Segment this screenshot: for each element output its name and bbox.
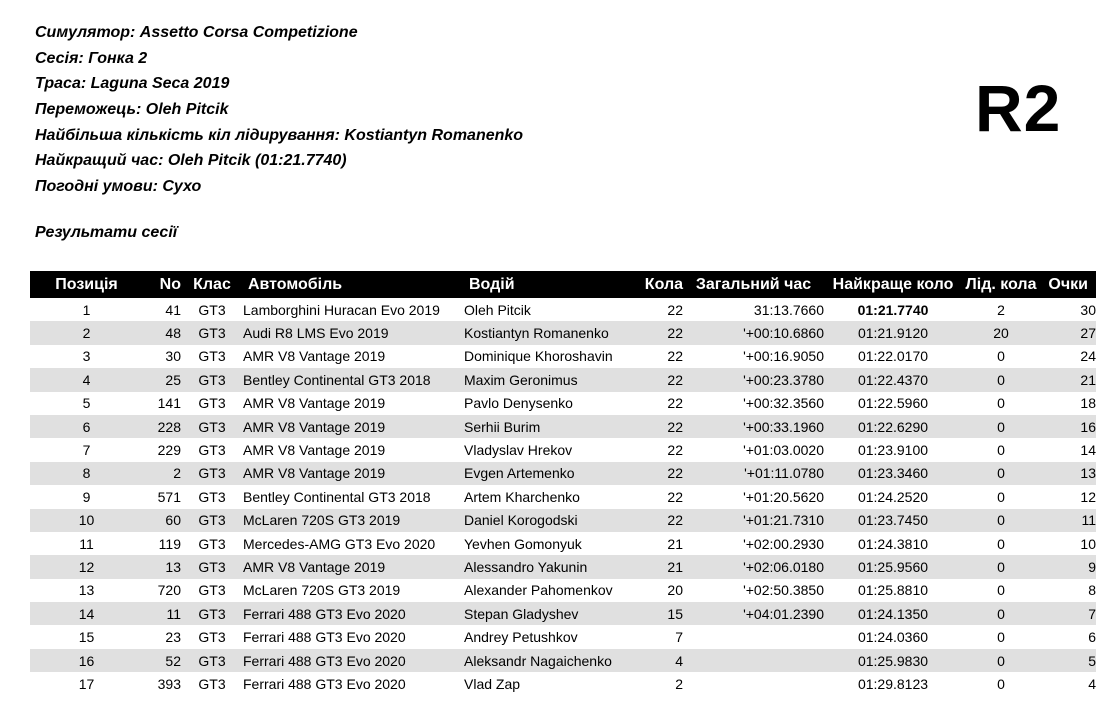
table-row — [30, 532, 1096, 555]
cell-car: McLaren 720S GT3 2019 — [243, 582, 401, 599]
cell-number: 48 — [165, 325, 181, 342]
cell-number: 720 — [157, 582, 181, 599]
cell-car: AMR V8 Vantage 2019 — [243, 442, 386, 459]
header-number: No — [159, 275, 181, 293]
table-row — [30, 579, 1096, 602]
cell-best-lap: 01:22.5960 — [857, 395, 929, 412]
cell-points: 4 — [1088, 675, 1096, 692]
cell-lead-laps: 0 — [997, 465, 1005, 482]
cell-points: 10 — [1080, 535, 1096, 552]
cell-total-time: '+00:16.9050 — [743, 348, 824, 365]
header-laps: Кола — [644, 275, 683, 293]
cell-driver: Vlad Zap — [464, 675, 521, 692]
header-lead-laps: Лід. кола — [965, 275, 1037, 293]
cell-car: Ferrari 488 GT3 Evo 2020 — [243, 675, 406, 692]
cell-laps: 22 — [667, 512, 683, 529]
cell-driver: Serhii Burim — [464, 418, 541, 435]
table-row — [30, 415, 1096, 438]
cell-laps: 22 — [667, 348, 683, 365]
cell-position: 17 — [78, 675, 95, 692]
header-total-time: Загальний час — [695, 275, 812, 293]
cell-car: McLaren 720S GT3 2019 — [243, 512, 401, 529]
cell-number: 52 — [165, 652, 181, 669]
cell-car: AMR V8 Vantage 2019 — [243, 395, 386, 412]
cell-lead-laps: 0 — [997, 675, 1005, 692]
cell-class: GT3 — [198, 488, 226, 505]
cell-points: 9 — [1088, 558, 1096, 575]
cell-position: 8 — [82, 465, 91, 482]
table-row — [30, 298, 1096, 321]
cell-laps: 22 — [667, 418, 683, 435]
info-weather: Погодні умови: Сухо — [35, 178, 202, 196]
results-table — [30, 271, 1096, 696]
cell-points: 12 — [1080, 488, 1096, 505]
cell-class: GT3 — [198, 371, 226, 388]
header-points: Очки — [1048, 275, 1088, 293]
table-row — [30, 392, 1096, 415]
cell-position: 6 — [82, 418, 91, 435]
cell-total-time: '+01:03.0020 — [743, 442, 824, 459]
cell-total-time: '+01:11.0780 — [744, 465, 824, 482]
info-track: Траса: Laguna Seca 2019 — [35, 75, 230, 93]
cell-car: AMR V8 Vantage 2019 — [243, 418, 386, 435]
cell-number: 393 — [157, 675, 181, 692]
table-row — [30, 438, 1096, 461]
cell-total-time — [683, 672, 824, 695]
cell-lead-laps: 0 — [997, 371, 1005, 388]
cell-class: GT3 — [198, 629, 226, 646]
cell-position: 14 — [78, 605, 95, 622]
session-info — [35, 20, 523, 200]
cell-number: 30 — [165, 348, 181, 365]
cell-laps: 7 — [675, 629, 683, 646]
cell-points: 27 — [1080, 325, 1096, 342]
cell-position: 7 — [82, 442, 91, 459]
section-title: Результати сесії — [35, 224, 178, 241]
cell-lead-laps: 0 — [997, 348, 1005, 365]
cell-lead-laps: 0 — [997, 535, 1005, 552]
cell-lead-laps: 0 — [997, 605, 1005, 622]
cell-best-lap: 01:22.4370 — [857, 371, 929, 388]
info-most-laps-led: Найбільша кількість кіл лідирування: Kostiantyn Romanenko — [35, 126, 524, 144]
cell-driver: Pavlo Denysenko — [464, 395, 573, 412]
cell-laps: 22 — [667, 395, 683, 412]
cell-total-time: '+00:32.3560 — [743, 395, 824, 412]
cell-best-lap: 01:24.0360 — [857, 629, 929, 646]
cell-class: GT3 — [198, 325, 226, 342]
info-session: Сесія: Гонка 2 — [35, 49, 148, 67]
header-best-lap: Найкраще коло — [832, 275, 954, 293]
cell-number: 141 — [157, 395, 181, 412]
cell-class: GT3 — [198, 535, 226, 552]
cell-class: GT3 — [198, 418, 226, 435]
cell-laps: 4 — [675, 652, 683, 669]
cell-driver: Andrey Petushkov — [464, 629, 578, 646]
cell-best-lap: 01:25.9560 — [857, 558, 929, 575]
cell-car: AMR V8 Vantage 2019 — [243, 558, 386, 575]
cell-class: GT3 — [198, 652, 226, 669]
cell-lead-laps: 0 — [997, 488, 1005, 505]
cell-driver: Dominique Khoroshavin — [464, 348, 613, 365]
cell-points: 11 — [1081, 512, 1096, 529]
cell-laps: 15 — [667, 605, 683, 622]
info-simulator: Симулятор: Assetto Corsa Competizione — [35, 24, 358, 41]
cell-class: GT3 — [198, 301, 226, 318]
cell-laps: 22 — [667, 465, 683, 482]
cell-driver: Evgen Artemenko — [464, 465, 575, 482]
cell-total-time: 31:13.7660 — [753, 301, 824, 318]
table-row — [30, 509, 1096, 532]
cell-car: Lamborghini Huracan Evo 2019 — [243, 301, 440, 318]
cell-total-time: '+01:21.7310 — [743, 512, 824, 529]
race-badge: R2 — [975, 71, 1062, 145]
cell-best-lap: 01:24.2520 — [857, 488, 929, 505]
cell-driver: Aleksandr Nagaichenko — [464, 652, 612, 669]
cell-laps: 22 — [667, 371, 683, 388]
cell-driver: Stepan Gladyshev — [464, 605, 579, 622]
cell-position: 15 — [78, 629, 95, 646]
cell-car: Ferrari 488 GT3 Evo 2020 — [243, 652, 406, 669]
cell-car: AMR V8 Vantage 2019 — [243, 465, 386, 482]
cell-best-lap: 01:29.8123 — [857, 675, 929, 692]
cell-class: GT3 — [198, 395, 226, 412]
cell-car: Mercedes-AMG GT3 Evo 2020 — [243, 535, 436, 552]
cell-position: 13 — [78, 582, 95, 599]
cell-best-lap: 01:23.7450 — [857, 512, 929, 529]
header-driver: Водій — [469, 275, 515, 293]
table-row — [30, 602, 1096, 625]
cell-number: 228 — [157, 418, 181, 435]
cell-best-lap: 01:24.1350 — [857, 605, 929, 622]
cell-laps: 20 — [667, 582, 683, 599]
cell-driver: Oleh Pitcik — [464, 301, 531, 318]
cell-number: 25 — [165, 371, 181, 388]
cell-car: Ferrari 488 GT3 Evo 2020 — [243, 629, 406, 646]
cell-points: 18 — [1080, 395, 1096, 412]
cell-points: 6 — [1088, 629, 1096, 646]
cell-position: 3 — [82, 348, 91, 365]
results-body — [30, 298, 1096, 696]
cell-total-time: '+01:20.5620 — [743, 488, 824, 505]
cell-points: 21 — [1080, 371, 1096, 388]
cell-lead-laps: 0 — [997, 418, 1005, 435]
table-row — [30, 555, 1096, 578]
cell-points: 13 — [1080, 465, 1096, 482]
cell-position: 1 — [82, 301, 91, 318]
cell-points: 16 — [1080, 418, 1096, 435]
cell-number: 41 — [165, 301, 181, 318]
cell-total-time: '+02:00.2930 — [743, 535, 824, 552]
cell-class: GT3 — [198, 675, 226, 692]
cell-driver: Maxim Geronimus — [464, 371, 578, 388]
cell-number: 571 — [157, 488, 181, 505]
cell-lead-laps: 0 — [997, 558, 1005, 575]
table-row — [30, 462, 1096, 485]
cell-car: Audi R8 LMS Evo 2019 — [243, 325, 389, 342]
cell-total-time — [683, 649, 824, 672]
cell-position: 10 — [78, 512, 95, 529]
cell-driver: Kostiantyn Romanenko — [464, 325, 609, 342]
header-car: Автомобіль — [248, 275, 343, 293]
cell-laps: 22 — [667, 442, 683, 459]
cell-total-time: '+04:01.2390 — [743, 605, 824, 622]
cell-lead-laps: 20 — [993, 325, 1009, 342]
table-row — [30, 485, 1096, 508]
cell-driver: Alexander Pahomenkov — [464, 582, 613, 599]
cell-position: 9 — [82, 488, 91, 505]
cell-class: GT3 — [198, 465, 226, 482]
cell-total-time: '+00:33.1960 — [743, 418, 824, 435]
cell-class: GT3 — [198, 348, 226, 365]
header-class: Клас — [193, 275, 231, 293]
cell-total-time — [683, 625, 824, 648]
cell-class: GT3 — [198, 512, 226, 529]
cell-position: 16 — [78, 652, 95, 669]
cell-position: 4 — [82, 371, 91, 388]
cell-lead-laps: 0 — [997, 512, 1005, 529]
cell-points: 7 — [1088, 605, 1096, 622]
cell-class: GT3 — [198, 582, 226, 599]
cell-car: Bentley Continental GT3 2018 — [243, 488, 431, 505]
cell-points: 14 — [1080, 442, 1096, 459]
cell-points: 24 — [1080, 348, 1096, 365]
cell-position: 5 — [82, 395, 91, 412]
cell-best-lap: 01:21.7740 — [857, 301, 929, 318]
table-row — [30, 345, 1096, 368]
cell-position: 11 — [79, 535, 94, 552]
cell-laps: 22 — [667, 325, 683, 342]
cell-lead-laps: 2 — [997, 301, 1005, 318]
table-row — [30, 321, 1096, 344]
cell-points: 30 — [1080, 301, 1096, 318]
cell-driver: Vladyslav Hrekov — [464, 442, 573, 459]
cell-number: 60 — [165, 512, 181, 529]
cell-number: 13 — [165, 558, 181, 575]
cell-best-lap: 01:22.0170 — [857, 348, 929, 365]
table-row — [30, 649, 1096, 672]
cell-driver: Artem Kharchenko — [464, 488, 580, 505]
cell-best-lap: 01:21.9120 — [857, 325, 929, 342]
cell-best-lap: 01:23.9100 — [857, 442, 929, 459]
cell-laps: 21 — [667, 535, 683, 552]
cell-best-lap: 01:25.9830 — [857, 652, 929, 669]
cell-number: 2 — [173, 465, 181, 482]
cell-lead-laps: 0 — [997, 629, 1005, 646]
cell-total-time: '+02:06.0180 — [743, 558, 824, 575]
cell-laps: 22 — [667, 488, 683, 505]
cell-best-lap: 01:25.8810 — [857, 582, 929, 599]
cell-class: GT3 — [198, 605, 226, 622]
cell-lead-laps: 0 — [997, 395, 1005, 412]
cell-number: 11 — [166, 605, 181, 622]
cell-points: 5 — [1088, 652, 1096, 669]
cell-best-lap: 01:23.3460 — [857, 465, 929, 482]
cell-position: 2 — [82, 325, 91, 342]
cell-total-time: '+00:10.6860 — [743, 325, 824, 342]
cell-class: GT3 — [198, 442, 226, 459]
cell-number: 119 — [158, 535, 181, 552]
cell-car: AMR V8 Vantage 2019 — [243, 348, 386, 365]
cell-points: 8 — [1088, 582, 1096, 599]
cell-lead-laps: 0 — [997, 442, 1005, 459]
cell-best-lap: 01:22.6290 — [857, 418, 929, 435]
cell-driver: Yevhen Gomonyuk — [464, 535, 582, 552]
cell-laps: 22 — [667, 301, 683, 318]
cell-car: Bentley Continental GT3 2018 — [243, 371, 431, 388]
cell-laps: 2 — [675, 675, 683, 692]
table-row — [30, 368, 1096, 391]
header-position: Позиція — [55, 275, 118, 293]
cell-driver: Daniel Korogodski — [464, 512, 578, 529]
cell-position: 12 — [78, 558, 95, 575]
cell-class: GT3 — [198, 558, 226, 575]
cell-laps: 21 — [667, 558, 683, 575]
cell-total-time: '+02:50.3850 — [743, 582, 824, 599]
cell-lead-laps: 0 — [997, 582, 1005, 599]
cell-total-time: '+00:23.3780 — [743, 371, 824, 388]
cell-driver: Alessandro Yakunin — [464, 558, 588, 575]
info-best-time: Найкращий час: Oleh Pitcik (01:21.7740) — [35, 152, 347, 170]
cell-lead-laps: 0 — [997, 652, 1005, 669]
cell-car: Ferrari 488 GT3 Evo 2020 — [243, 605, 406, 622]
info-winner: Переможець: Oleh Pitcik — [35, 101, 229, 119]
cell-number: 23 — [165, 629, 181, 646]
cell-number: 229 — [157, 442, 181, 459]
table-row — [30, 625, 1096, 648]
table-header-row — [30, 271, 1096, 298]
table-row — [30, 672, 1096, 695]
cell-best-lap: 01:24.3810 — [857, 535, 929, 552]
